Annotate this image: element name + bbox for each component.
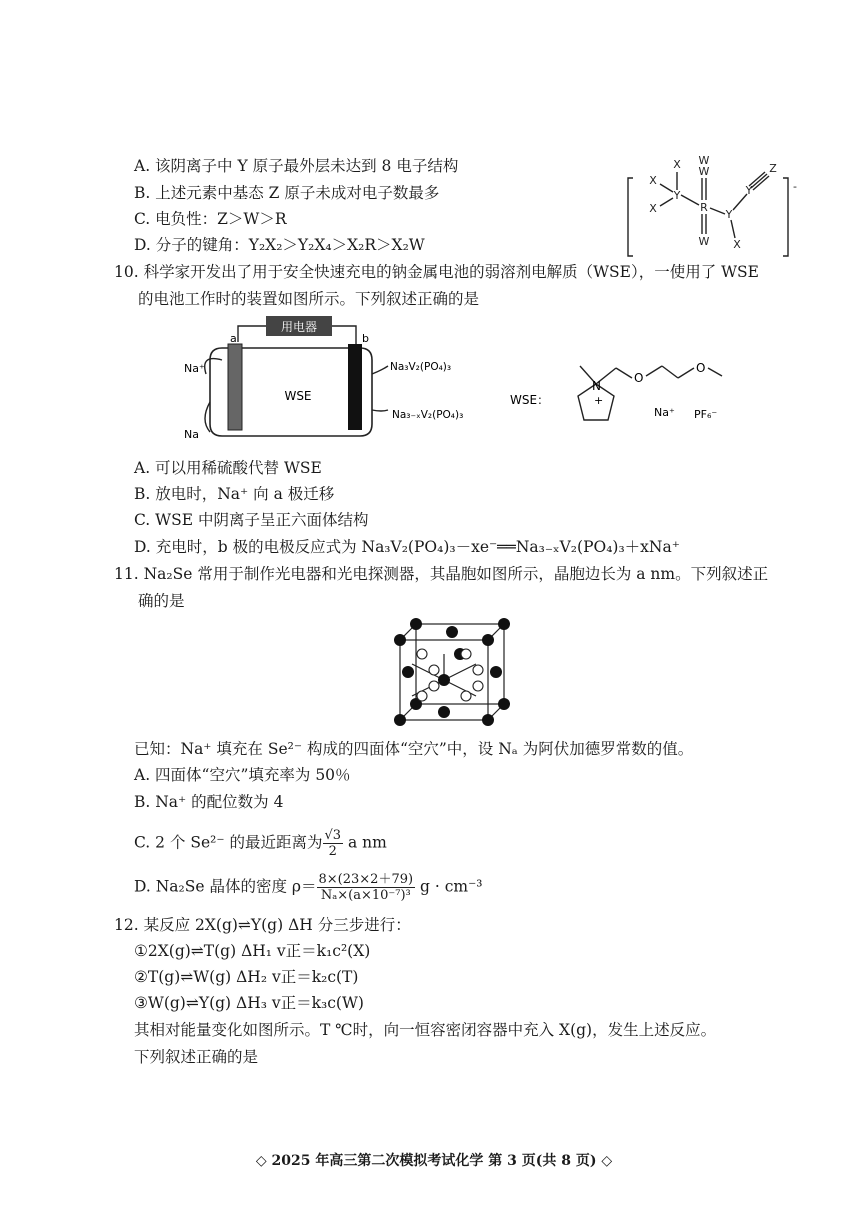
- na-metal-label: Na: [184, 428, 199, 441]
- q11-option-c-prefix: C. 2 个 Se²⁻ 的最近距离为: [134, 833, 323, 852]
- atom-w1: W: [698, 165, 710, 178]
- atom-w2: W: [698, 154, 710, 167]
- q9-option-b: B. 上述元素中基态 Z 原子未成对电子数最多: [134, 184, 440, 202]
- electrode-a: [228, 344, 242, 430]
- atom-x3: X: [649, 202, 657, 215]
- atom-y3: Y: [745, 184, 753, 197]
- atom-y2: Y: [725, 208, 733, 221]
- q11-stem-line1: 11. Na₂Se 常用于制作光电器和光电探测器，其晶胞如图所示，晶胞边长为 a nm。下列叙述正: [114, 565, 769, 583]
- q10-option-a: A. 可以用稀硫酸代替 WSE: [134, 459, 322, 477]
- atom-x1: X: [673, 158, 681, 171]
- b-bottom-label: Na₃₋ₓV₂(PO₄)₃: [392, 409, 464, 421]
- atom-r: R: [700, 201, 708, 214]
- na-ion-label: Na⁺: [184, 362, 205, 375]
- q11-option-d-fraction: [317, 872, 416, 903]
- q11-stem-line2: 确的是: [138, 592, 185, 610]
- q11-option-d: [134, 872, 483, 903]
- electrode-b-label: b: [362, 332, 369, 345]
- cation-charge: +: [594, 394, 604, 407]
- b-top-label: Na₃V₂(PO₄)₃: [390, 361, 452, 373]
- q11-option-d-denominator: Nₐ×(a×10⁻⁷)³: [320, 888, 411, 903]
- q12-step2: ②T(g)⇌W(g) ΔH₂ v正＝k₂c(T): [134, 968, 359, 986]
- device-label: 用电器: [280, 320, 318, 334]
- wse-label: WSE：: [510, 393, 550, 407]
- q11-option-c-fraction: [323, 828, 344, 859]
- q10-option-d: D. 充电时，b 极的电极反应式为 Na₃V₂(PO₄)₃－xe⁻══Na₃₋ₓV₂(PO₄)₃＋xNa⁺: [134, 538, 680, 556]
- q9-anion-structure: [625, 150, 805, 262]
- atom-w3: W: [698, 235, 710, 248]
- q9-option-d: D. 分子的键角：Y₂X₂＞Y₂X₄＞X₂R＞X₂W: [134, 236, 425, 254]
- q12-text1: 其相对能量变化如图所示。T ℃时，向一恒容密闭容器中充入 X(g)，发生上述反应。: [134, 1021, 717, 1039]
- q11-unit-cell: [382, 614, 512, 728]
- electrode-b: [348, 344, 362, 430]
- q10-stem-line2: 的电池工作时的装置如图所示。下列叙述正确的是: [138, 290, 480, 308]
- q11-option-c-numerator: √3: [324, 828, 342, 843]
- q9-option-c: C. 电负性：Z＞W＞R: [134, 210, 287, 228]
- q11-option-d-suffix: g · cm⁻³: [420, 877, 483, 896]
- electrolyte-label: WSE: [284, 389, 312, 403]
- q11-option-d-prefix: D. Na₂Se 晶体的密度 ρ＝: [134, 877, 317, 896]
- q11-option-c-suffix: a nm: [348, 833, 387, 852]
- salt-na: Na⁺: [654, 406, 675, 419]
- salt-pf: PF₆⁻: [694, 408, 718, 421]
- q10-option-c: C. WSE 中阴离子呈正六面体结构: [134, 511, 369, 529]
- electrode-a-label: a: [230, 332, 237, 345]
- atom-y1: Y: [673, 189, 681, 202]
- q9-option-a: A. 该阴离子中 Y 原子最外层未达到 8 电子结构: [134, 157, 459, 175]
- q10-wse-structure: [508, 346, 738, 436]
- anion-charge: -: [793, 180, 797, 193]
- q11-known: 已知：Na⁺ 填充在 Se²⁻ 构成的四面体“空穴”中，设 Nₐ 为阿伏加德罗常数的值。: [134, 740, 694, 758]
- atom-z: Z: [769, 162, 777, 175]
- q10-stem-line1: 10. 科学家开发出了用于安全快速充电的钠金属电池的弱溶剂电解质（WSE），一使用了 WSE: [114, 263, 759, 281]
- ether-o2: O: [696, 361, 706, 375]
- page-footer: ◇ 2025 年高三第二次模拟考试化学 第 3 页(共 8 页) ◇: [255, 1153, 613, 1169]
- q12-step3: ③W(g)⇌Y(g) ΔH₃ v正＝k₃c(W): [134, 994, 364, 1012]
- q12-stem: 12. 某反应 2X(g)⇌Y(g) ΔH 分三步进行：: [114, 916, 411, 934]
- q12-step1: ①2X(g)⇌T(g) ΔH₁ v正＝k₁c²(X): [134, 942, 371, 960]
- q11-option-a: A. 四面体“空穴”填充率为 50％: [134, 766, 351, 784]
- atom-x2: X: [649, 174, 657, 187]
- ether-o1: O: [634, 371, 644, 385]
- cation-n: N: [592, 379, 601, 393]
- q11-option-c-denominator: 2: [328, 844, 337, 859]
- q11-option-b: B. Na⁺ 的配位数为 4: [134, 793, 284, 811]
- q10-battery-diagram: [170, 314, 510, 444]
- atom-x4: X: [733, 238, 741, 251]
- q12-text2: 下列叙述正确的是: [134, 1048, 259, 1066]
- q10-option-b: B. 放电时，Na⁺ 向 a 极迁移: [134, 485, 335, 503]
- q11-option-c: [134, 828, 387, 859]
- q11-option-d-numerator: 8×(23×2＋79): [318, 872, 414, 887]
